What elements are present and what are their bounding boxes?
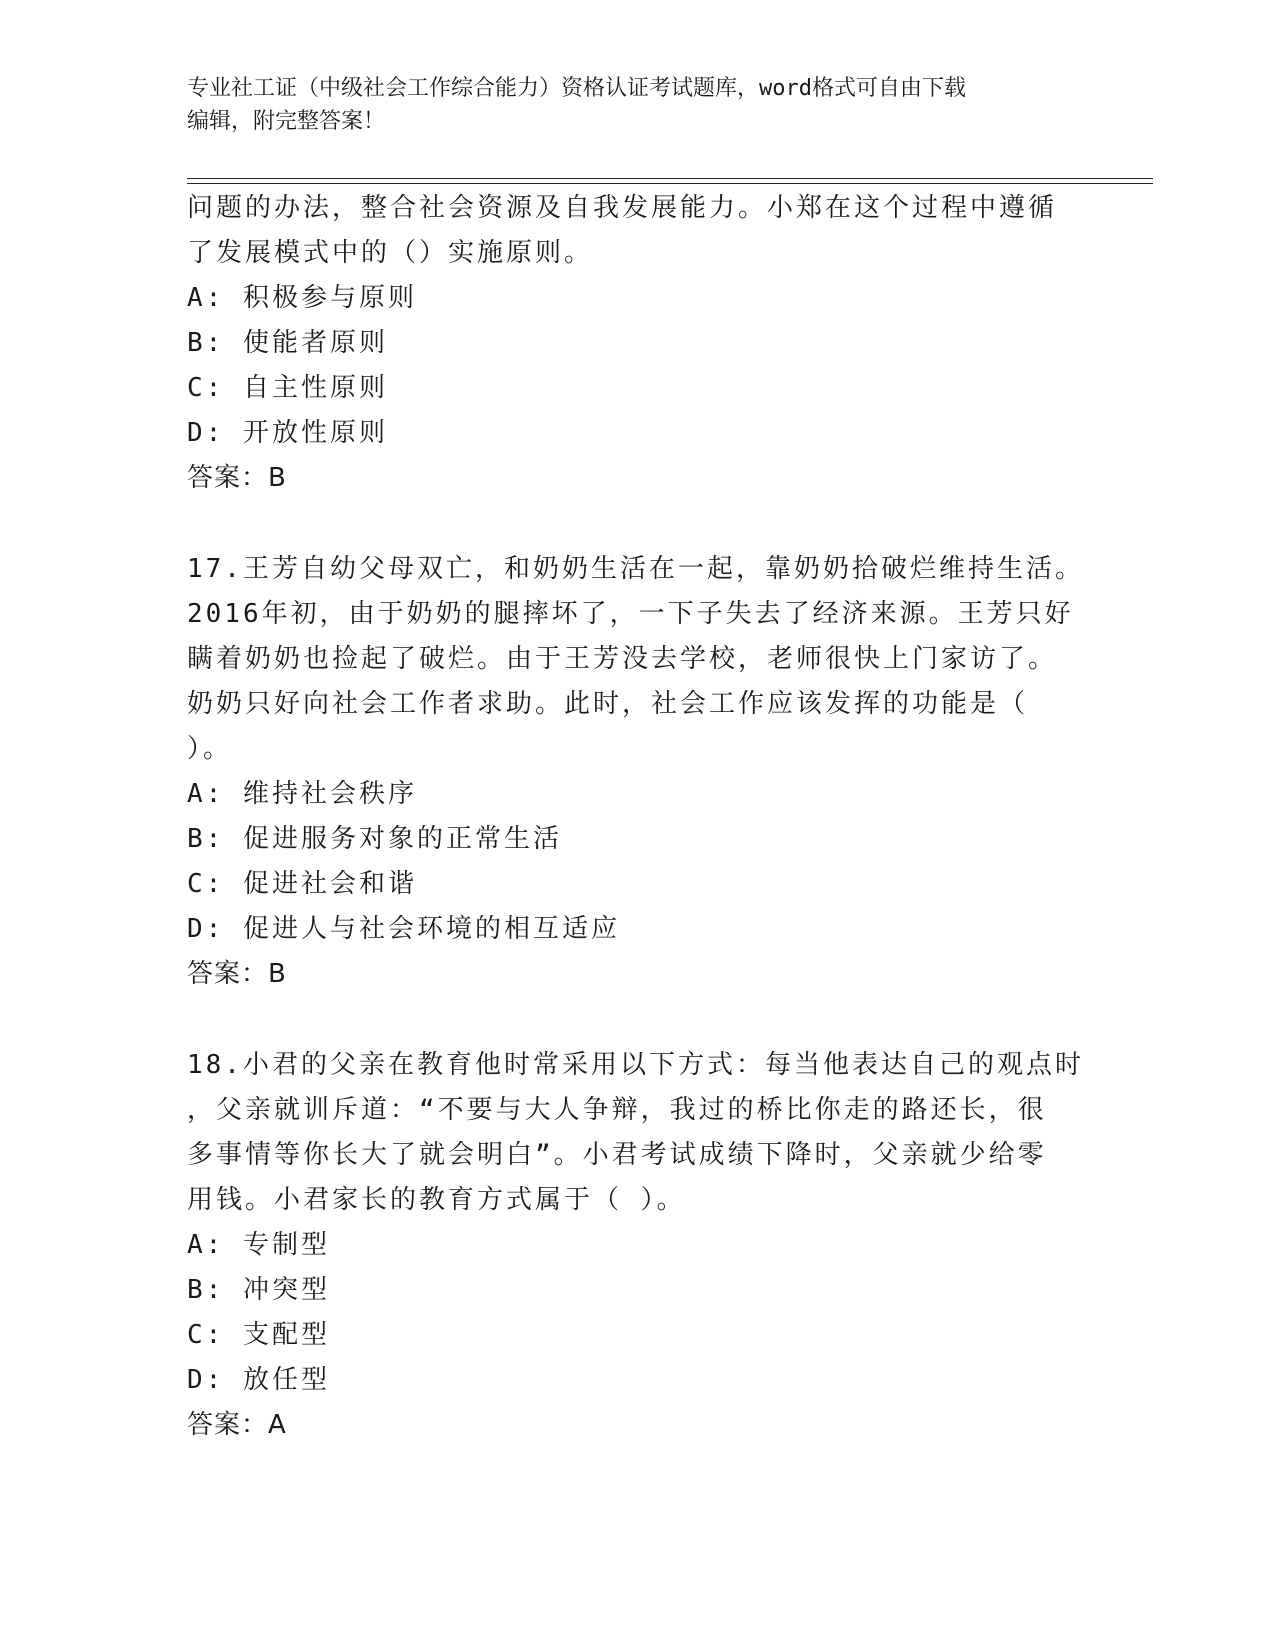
header-double-rule xyxy=(187,178,1153,184)
question-stem-line: 奶奶只好向社会工作者求助。此时，社会工作应该发挥的功能是（ xyxy=(187,689,1029,719)
option-a: A: 专制型 xyxy=(187,1230,330,1260)
option-c: C: 自主性原则 xyxy=(187,373,388,403)
question-stem-line: 瞒着奶奶也捡起了破烂。由于王芳没去学校，老师很快上门家访了。 xyxy=(187,644,1058,674)
header-line-1: 专业社工证（中级社会工作综合能力）资格认证考试题库，word格式可自由下载 xyxy=(187,76,966,101)
question-stem-line: 多事情等你长大了就会明白”。小君考试成绩下降时，父亲就少给零 xyxy=(187,1140,1047,1170)
header-line-2: 编辑，附完整答案！ xyxy=(187,109,386,134)
answer-line: 答案：B xyxy=(187,463,287,493)
option-c: C: 促进社会和谐 xyxy=(187,869,417,899)
option-b: B: 促进服务对象的正常生活 xyxy=(187,824,562,854)
question-stem-line: 17.王芳自幼父母双亡，和奶奶生活在一起，靠奶奶拾破烂维持生活。 xyxy=(187,554,1084,584)
page-header xyxy=(187,72,1087,138)
question-stem-line: 2016年初，由于奶奶的腿摔坏了，一下子失去了经济来源。王芳只好 xyxy=(187,599,1074,629)
option-d: D: 促进人与社会环境的相互适应 xyxy=(187,914,620,944)
spacer xyxy=(187,997,1067,1043)
question-stem-line: 了发展模式中的（）实施原则。 xyxy=(187,238,594,268)
option-c: C: 支配型 xyxy=(187,1320,330,1350)
question-17 xyxy=(187,547,1084,997)
answer-line: 答案：B xyxy=(187,959,287,989)
question-stem-line: ，父亲就训斥道：“不要与大人争辩，我过的桥比你走的路还长，很 xyxy=(187,1095,1047,1125)
question-stem-line: 用钱。小君家长的教育方式属于（ ）。 xyxy=(187,1185,686,1215)
question-18 xyxy=(187,1043,1084,1448)
option-d: D: 放任型 xyxy=(187,1365,330,1395)
question-stem-line: 问题的办法，整合社会资源及自我发展能力。小郑在这个过程中遵循 xyxy=(187,193,1058,223)
option-d: D: 开放性原则 xyxy=(187,418,388,448)
document-body xyxy=(187,186,1084,1448)
spacer xyxy=(187,501,1067,547)
option-b: B: 使能者原则 xyxy=(187,328,388,358)
question-stem-line: ）。 xyxy=(187,734,233,764)
option-b: B: 冲突型 xyxy=(187,1275,330,1305)
question-stem-line: 18.小君的父亲在教育他时常采用以下方式：每当他表达自己的观点时 xyxy=(187,1050,1084,1080)
option-a: A: 积极参与原则 xyxy=(187,283,417,313)
question-16 xyxy=(187,186,1067,501)
option-a: A: 维持社会秩序 xyxy=(187,779,417,809)
answer-line: 答案：A xyxy=(187,1410,287,1440)
